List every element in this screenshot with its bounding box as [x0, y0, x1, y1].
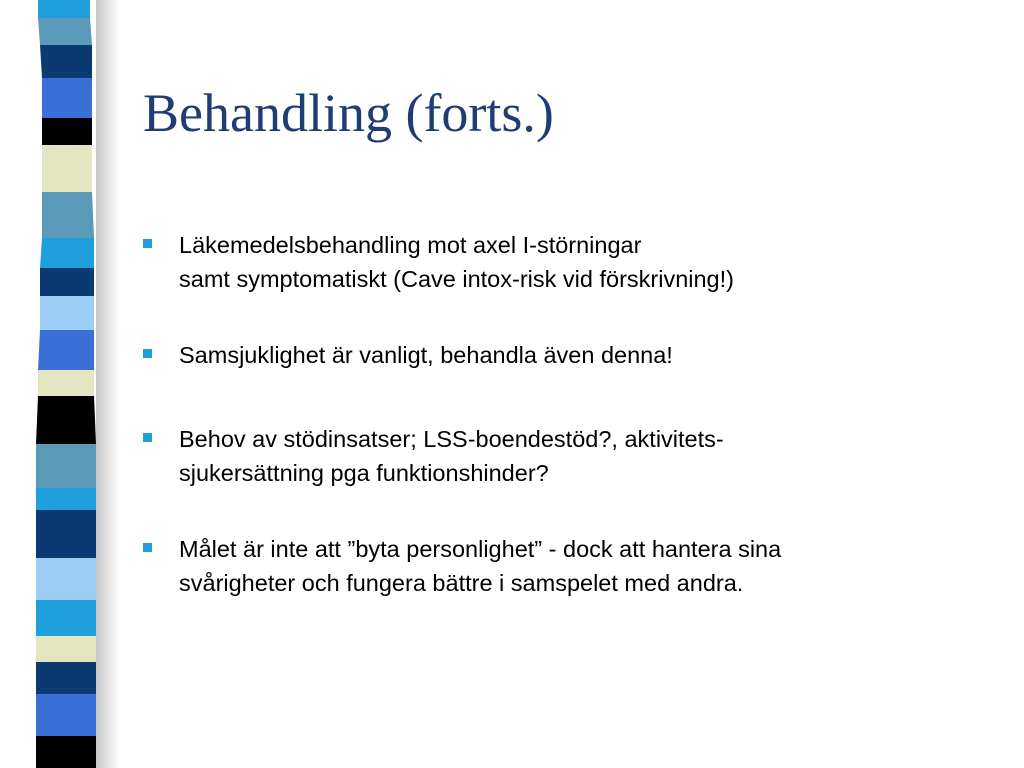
bullet-text — [179, 228, 943, 296]
bullet-line: Samsjuklighet är vanligt, behandla även denna! — [179, 342, 673, 368]
square-bullet-icon — [143, 543, 152, 552]
slide-title: Behandling (forts.) — [143, 83, 554, 143]
bullet-line: Behov av stödinsatser; LSS-boendestöd?, aktivitets- — [179, 426, 724, 452]
bullet-line: svårigheter och fungera bättre i samspelet med andra. — [179, 570, 744, 596]
square-bullet-icon — [143, 239, 152, 248]
bullet-item-medication — [143, 228, 943, 296]
bullet-item-comorbidity — [143, 338, 943, 372]
bullet-item-goal — [143, 532, 943, 600]
square-bullet-icon — [143, 433, 152, 442]
decorative-stripe-bar — [0, 0, 120, 768]
bullet-text — [179, 532, 943, 600]
square-bullet-icon — [143, 349, 152, 358]
bullet-line: samt symptomatiskt (Cave intox-risk vid förskrivning!) — [179, 266, 734, 292]
stripe-pattern-graphic — [0, 0, 120, 768]
bullet-line: Läkemedelsbehandling mot axel I-störningar — [179, 232, 642, 258]
bullet-item-support — [143, 422, 943, 490]
bullet-text — [179, 422, 943, 490]
bullet-text — [179, 338, 943, 372]
bullet-line: sjukersättning pga funktionshinder? — [179, 460, 549, 486]
bullet-line: Målet är inte att ”byta personlighet” - dock att hantera sina — [179, 536, 782, 562]
